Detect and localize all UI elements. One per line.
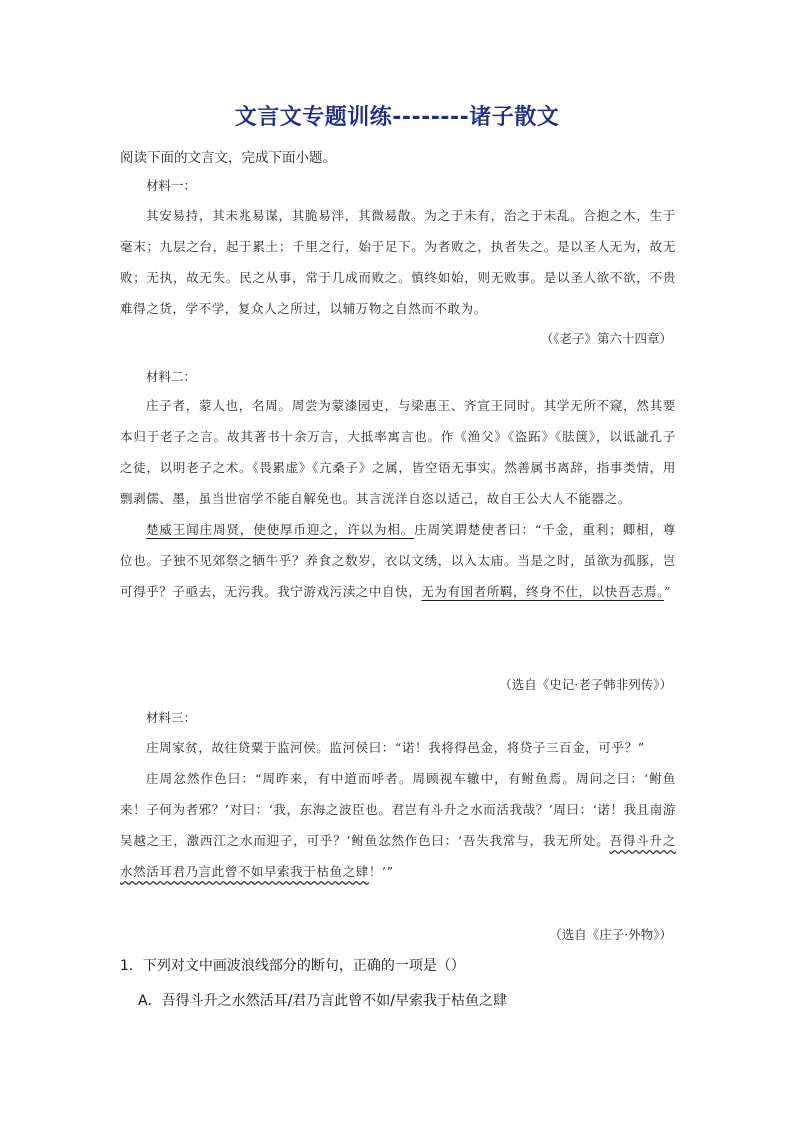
material-2-label: 材料二： <box>146 369 197 384</box>
material-2-paragraph-1: 庄子者，蒙人也，名周。周尝为蒙漆园吏，与梁惠王、齐宣王同时。其学无所不窥，然其要本归于老子之言。故其著书十余万言，大抵率寓言也。作《渔父》《盗跖》《胠箧》，以诋訿孔子之徒，以明老子之术。《畏累虚》《亢桑子》之属，皆空语无事实。然善属书离辞，指事类情，用剽剥儒、墨，虽当世宿学不能自解免也。其言洸洋自恣以适己，故自王公大人不能器之。 <box>120 398 676 506</box>
material-3-source: （选自《庄子·外物》） <box>549 927 672 942</box>
material-1-text <box>120 200 676 324</box>
material-3-paragraph-1: 庄周家贫，故往贷粟于监河侯。监河侯曰：“诺！我将得邑金，将贷子三百金，可乎？” <box>146 740 645 755</box>
material-1-paragraph: 其安易持，其未兆易谋，其脆易泮，其微易散。为之于未有，治之于未乱。合抱之木，生于毫末；九层之台，起于累土；千里之行，始于足下。为者败之，执者失之。是以圣人无为，故无败；无执，故无失。民之从事，常于几成而败之。慎终如始，则无败事。是以圣人欲不欲，不贵难得之货，学不学，复众人之所过，以辅万物之自然而不敢为。 <box>120 208 676 316</box>
wavy-underlined-sentence: 吾得斗升之水然活耳君乃言此曾不如早索我于枯鱼之肆 <box>120 833 676 879</box>
page-title: 文言文专题训练--------诸子散文 <box>234 105 560 130</box>
option-a[interactable]: A．吾得斗升之水然活耳/君乃言此曾不如/早索我于枯鱼之肆 <box>138 993 508 1009</box>
material-3-paragraph-2-end: ！’” <box>368 864 394 879</box>
material-2-text <box>120 390 676 607</box>
material-2-source: （选自《史记·老子韩非列传》） <box>499 677 672 692</box>
material-2-paragraph-2-middle: 庄周笑谓楚使者曰：“千金，重利；卿相，尊位也。子独不见郊祭之牺牛乎？养食之数岁，衣以文绣，以入太庙。当是之时，虽欲为孤豚，岂可得乎？子亟去，无污我。我宁游戏污渎之中自快， <box>120 522 676 599</box>
material-2-paragraph-2-end: ” <box>663 584 671 599</box>
material-1-source: （《老子》第六十四章） <box>540 331 672 346</box>
material-1-label: 材料一： <box>146 178 197 193</box>
underlined-sentence-1: 楚威王闻庄周贤，使使厚币迎之，许以为相。 <box>146 522 415 537</box>
material-2-paragraph-2 <box>120 514 676 607</box>
material-3-label: 材料三： <box>146 710 197 725</box>
underlined-sentence-2: 无为有国者所羁，终身不仕，以快吾志焉。 <box>421 584 664 599</box>
question-stem: 1．下列对文中画波浪线部分的断句，正确的一项是（） <box>120 958 465 974</box>
material-3-text <box>120 732 676 887</box>
material-3-paragraph-2 <box>120 763 676 887</box>
instructions: 阅读下面的文言文，完成下面小题。 <box>120 150 336 166</box>
material-3-paragraph-2-start: 庄周忿然作色曰：“周昨来，有中道而呼者。周顾视车辙中，有鲋鱼焉。周问之曰：‘鲋鱼来！子何为者邪？’对曰：‘我，东海之波臣也。君岂有斗升之水而活我哉？’周曰：‘诺！我且南游吴越之王，激西江之水而迎子，可乎？’鲋鱼忿然作色曰：‘吾失我常与，我无所处。 <box>120 771 676 848</box>
